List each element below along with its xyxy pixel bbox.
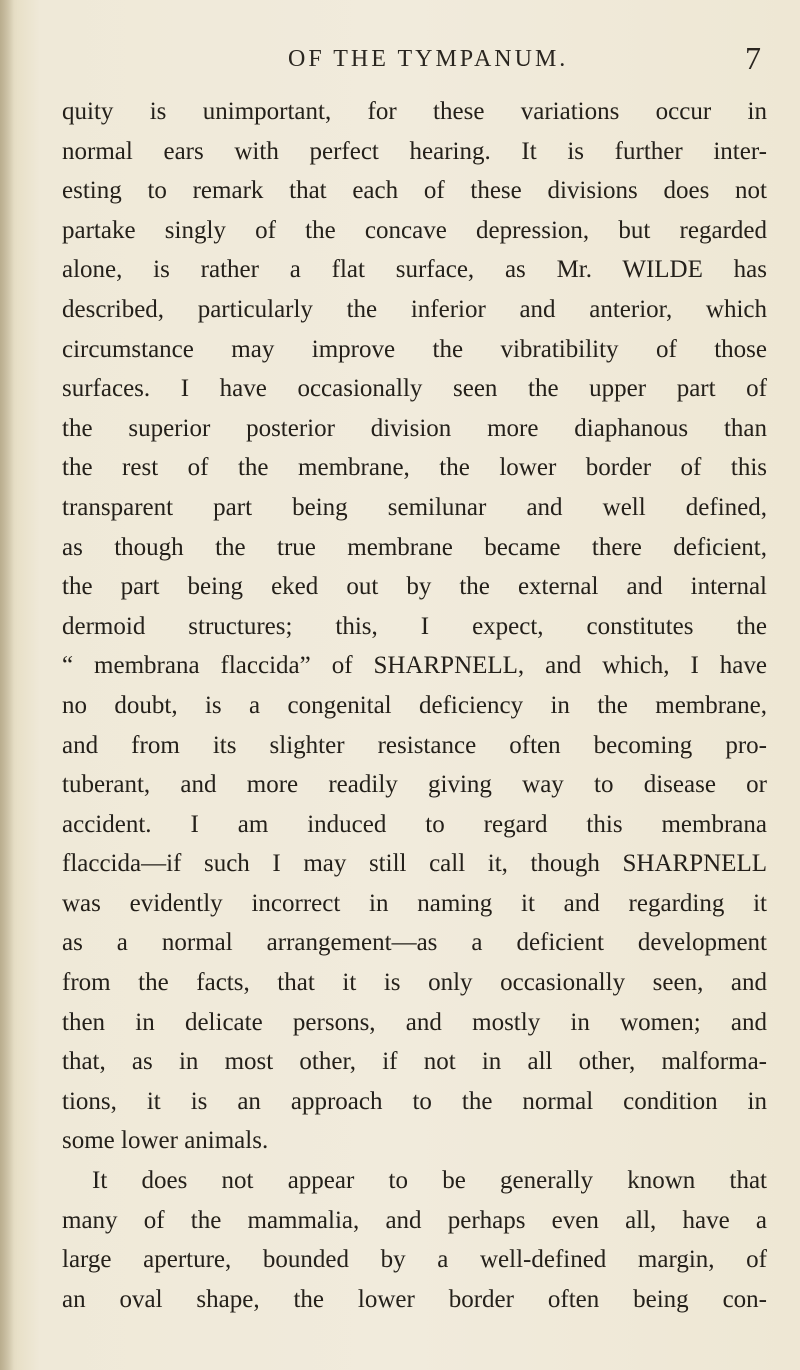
text-line: transparent part being semilunar and well defined, (62, 493, 767, 521)
text-line: from the facts, that it is only occasionally seen, and (62, 969, 767, 997)
text-line: as though the true membrane became there deficient, (62, 533, 767, 561)
text-line: described, particularly the inferior and anterior, which (62, 295, 767, 323)
text-line: as a normal arrangement—as a deficient development (62, 929, 767, 957)
body-text (62, 92, 767, 1319)
text-line: the rest of the membrane, the lower border of this (62, 454, 767, 482)
text-line: normal ears with perfect hearing. It is further inter- (62, 137, 767, 165)
text-line: surfaces. I have occasionally seen the upper part of (62, 375, 767, 403)
page-number: 7 (745, 40, 761, 76)
text-line: no doubt, is a congenital deficiency in the membrane, (62, 691, 767, 719)
text-line: esting to remark that each of these divisions does not (62, 177, 767, 205)
text-line: flaccida—if such I may still call it, though SHARPNELL (62, 850, 767, 878)
text-line: accident. I am induced to regard this membrana (62, 810, 767, 838)
text-line: dermoid structures; this, I expect, constitutes the (62, 612, 767, 640)
paragraph-end-line: some lower animals. (62, 1127, 269, 1155)
text-line: and from its slighter resistance often becoming pro- (62, 731, 767, 759)
text-line: quity is unimportant, for these variations occur in (62, 98, 767, 125)
text-line: was evidently incorrect in naming it and regarding it (62, 889, 767, 917)
text-line: tions, it is an approach to the normal condition in (62, 1087, 767, 1115)
text-line: the part being eked out by the external and internal (62, 573, 767, 601)
running-title: OF THE TYMPANUM. (288, 46, 569, 72)
running-head (0, 40, 800, 80)
text-line: many of the mammalia, and perhaps even all, have a (62, 1206, 767, 1234)
text-line: an oval shape, the lower border often being con- (62, 1285, 767, 1313)
text-line: “ membrana flaccida” of SHARPNELL, and which, I have (62, 652, 767, 680)
text-line: circumstance may improve the vibratibility of those (62, 335, 767, 363)
text-line: the superior posterior division more diaphanous than (62, 414, 767, 442)
text-line: then in delicate persons, and mostly in women; and (62, 1008, 767, 1036)
text-line: partake singly of the concave depression, but regarded (62, 216, 767, 244)
paragraph-start-line: It does not appear to be generally known that (92, 1167, 767, 1195)
text-line: large aperture, bounded by a well-defined margin, of (62, 1246, 767, 1274)
text-line: alone, is rather a flat surface, as Mr. WILDE has (62, 256, 767, 284)
text-line: tuberant, and more readily giving way to disease or (62, 771, 767, 799)
text-line: that, as in most other, if not in all other, malforma- (62, 1048, 767, 1076)
spine-shadow (0, 0, 14, 1370)
